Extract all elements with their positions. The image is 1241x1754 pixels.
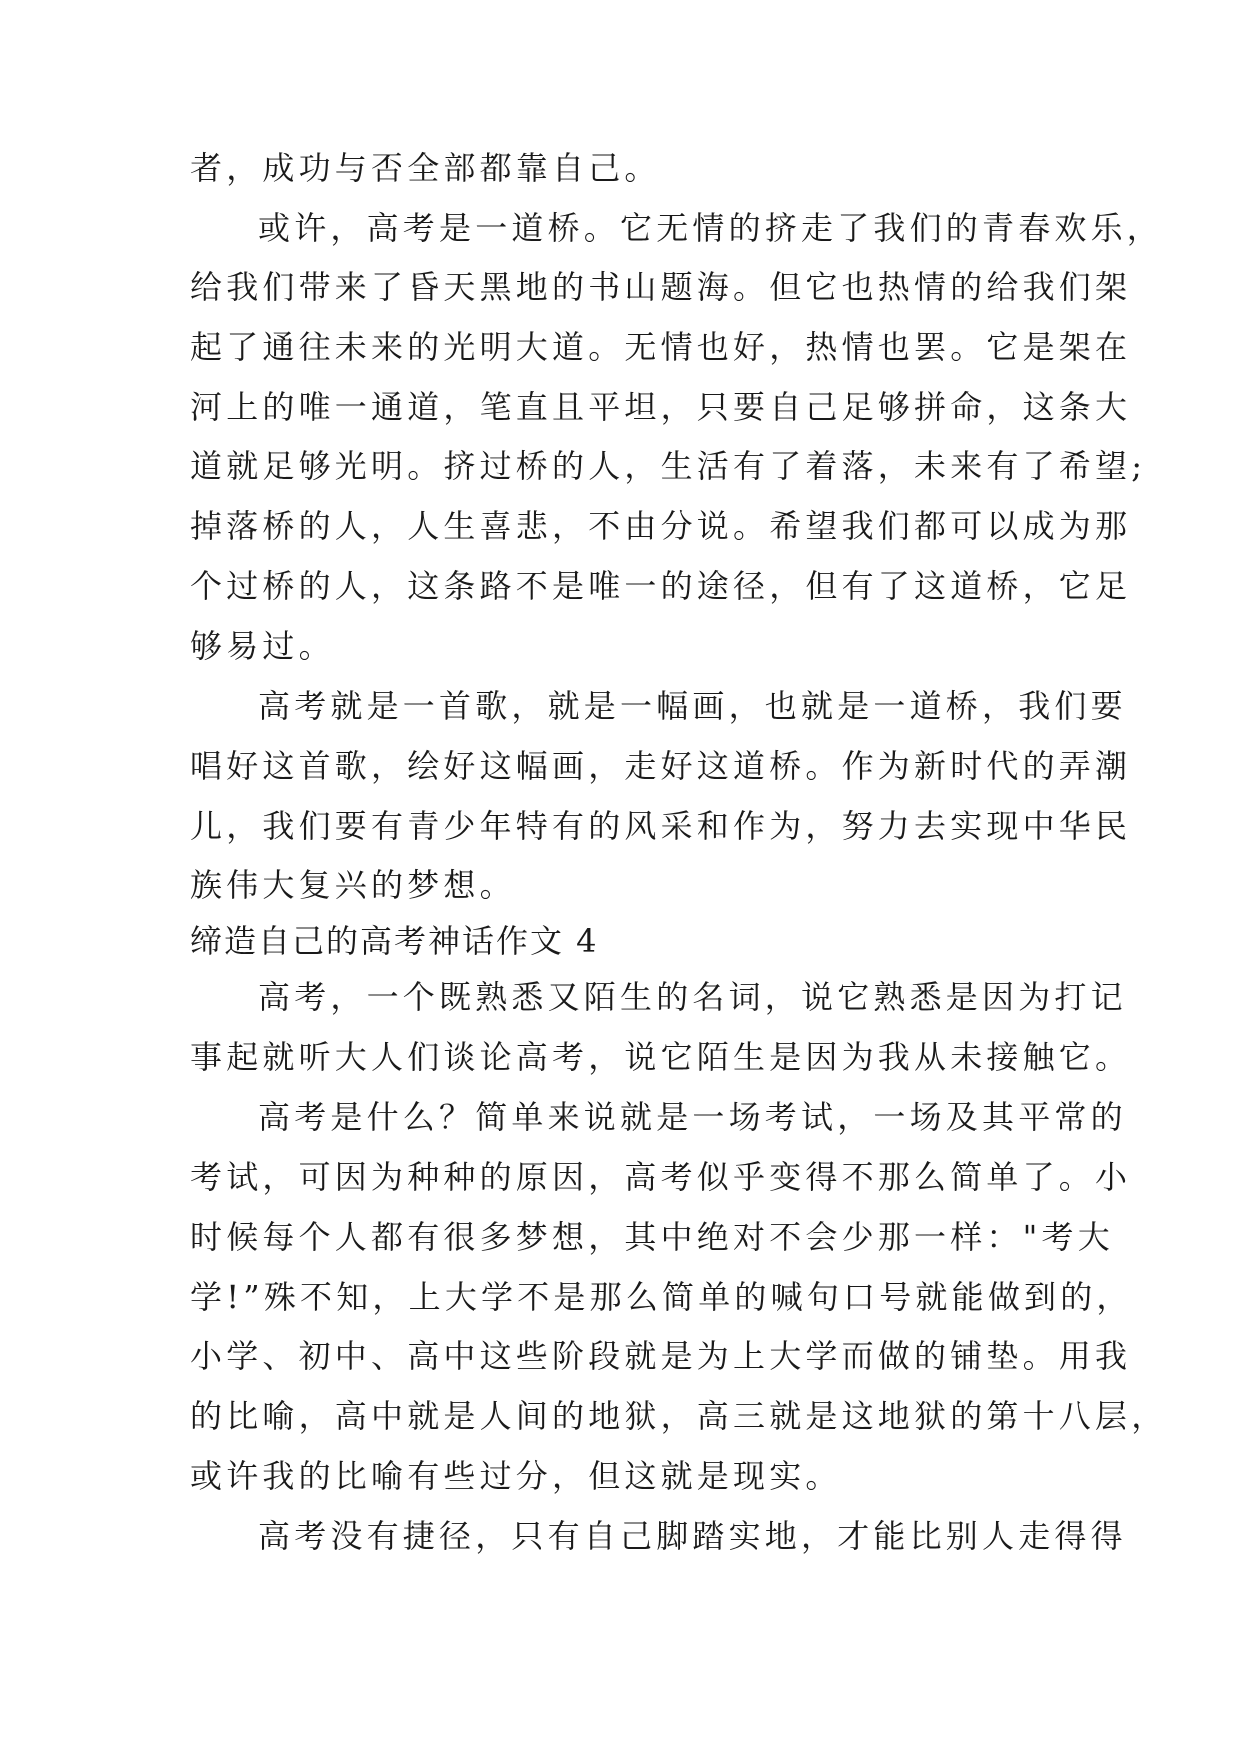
text-line: 道就足够光明。挤过桥的人，生活有了着落，未来有了希望; bbox=[190, 447, 1147, 485]
text-line: 族伟大复兴的梦想。 bbox=[190, 866, 516, 904]
text-line: 小学、初中、高中这些阶段就是为上大学而做的铺垫。用我 bbox=[190, 1337, 1132, 1375]
text-line: 者，成功与否全部都靠自己。 bbox=[190, 149, 661, 187]
text-line: 的比喻，高中就是人间的地狱，高三就是这地狱的第十八层， bbox=[190, 1397, 1168, 1435]
paragraph-first-line: 或许，高考是一道桥。它无情的挤走了我们的青春欢乐， bbox=[258, 209, 1164, 247]
text-line: 个过桥的人，这条路不是唯一的途径，但有了这道桥，它足 bbox=[190, 567, 1132, 605]
text-line: 唱好这首歌，绘好这幅画，走好这道桥。作为新时代的弄潮 bbox=[190, 747, 1132, 785]
paragraph-first-line: 高考是什么？简单来说就是一场考试，一场及其平常的 bbox=[258, 1098, 1127, 1136]
text-line: 学!”殊不知，上大学不是那么简单的喊句口号就能做到的， bbox=[190, 1278, 1133, 1316]
text-line: 儿，我们要有青少年特有的风采和作为，努力去实现中华民 bbox=[190, 807, 1132, 845]
text-line: 时候每个人都有很多梦想，其中绝对不会少那一样："考大 bbox=[190, 1218, 1114, 1256]
text-line: 或许我的比喻有些过分，但这就是现实。 bbox=[190, 1457, 842, 1495]
text-line: 考试，可因为种种的原因，高考似乎变得不那么简单了。小 bbox=[190, 1158, 1132, 1196]
section-heading: 缔造自己的高考神话作文 4 bbox=[190, 922, 599, 960]
paragraph-first-line: 高考，一个既熟悉又陌生的名词，说它熟悉是因为打记 bbox=[258, 978, 1127, 1016]
text-line: 掉落桥的人，人生喜悲，不由分说。希望我们都可以成为那 bbox=[190, 507, 1132, 545]
paragraph-first-line: 高考没有捷径，只有自己脚踏实地，才能比别人走得得 bbox=[258, 1517, 1127, 1555]
text-line: 河上的唯一通道，笔直且平坦，只要自己足够拼命，这条大 bbox=[190, 388, 1132, 426]
text-line: 给我们带来了昏天黑地的书山题海。但它也热情的给我们架 bbox=[190, 268, 1132, 306]
text-line: 够易过。 bbox=[190, 627, 335, 665]
text-line: 起了通往未来的光明大道。无情也好，热情也罢。它是架在 bbox=[190, 328, 1132, 366]
paragraph-first-line: 高考就是一首歌，就是一幅画，也就是一道桥，我们要 bbox=[258, 687, 1127, 725]
text-line: 事起就听大人们谈论高考，说它陌生是因为我从未接触它。 bbox=[190, 1038, 1132, 1076]
